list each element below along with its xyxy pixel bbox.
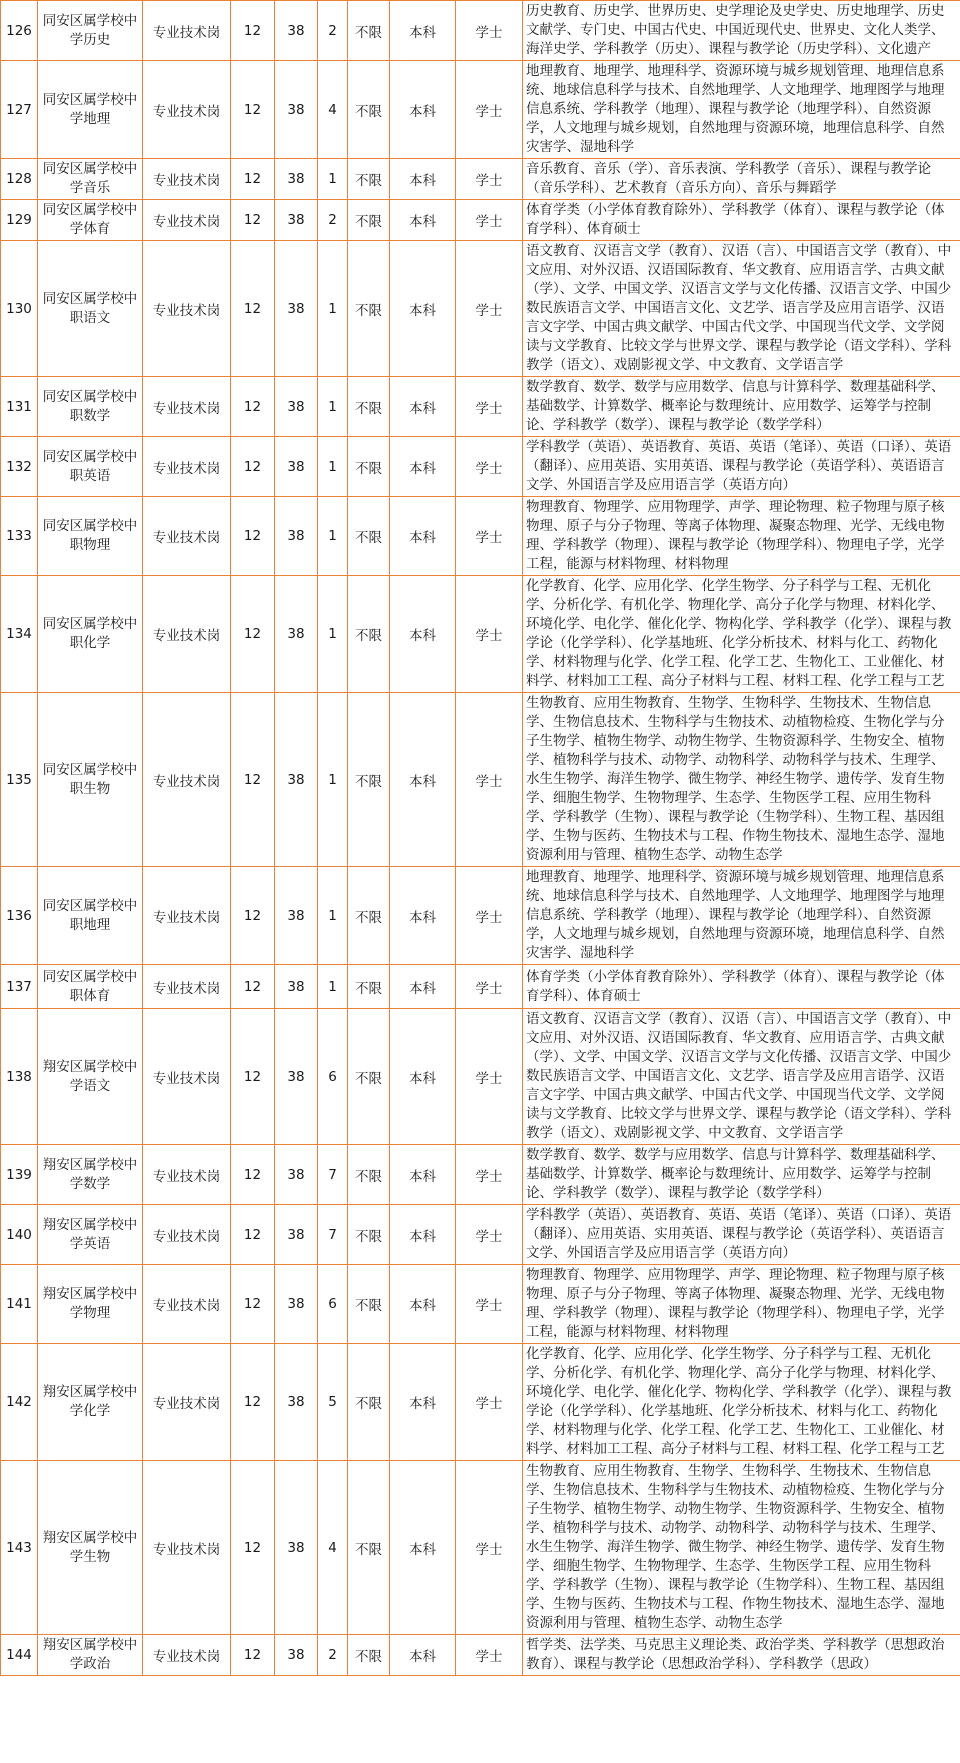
table-row	[1, 241, 960, 377]
category-code-cell: 38	[275, 1344, 318, 1461]
table-row	[1, 965, 960, 1009]
post-type-cell: 专业技术岗	[143, 437, 231, 497]
category-code-cell: 38	[275, 1, 318, 61]
education-cell: 本科	[390, 867, 456, 965]
category-code-cell: 38	[275, 693, 318, 867]
post-grade-cell: 12	[231, 1635, 275, 1676]
post-type-cell: 专业技术岗	[143, 200, 231, 241]
headcount-cell: 2	[318, 200, 348, 241]
row-number-cell: 142	[1, 1344, 38, 1461]
education-cell: 本科	[390, 1635, 456, 1676]
category-code-cell: 38	[275, 965, 318, 1009]
employer-unit-cell: 翔安区属学校中学化学	[38, 1344, 143, 1461]
table-row	[1, 1265, 960, 1344]
table-row	[1, 377, 960, 437]
category-code-cell: 38	[275, 576, 318, 693]
degree-cell: 学士	[456, 576, 523, 693]
headcount-cell: 7	[318, 1205, 348, 1265]
education-cell: 本科	[390, 1344, 456, 1461]
major-requirements-cell: 体育学类（小学体育教育除外）、学科教学（体育）、课程与教学论（体育学科）、体育硕士	[523, 200, 960, 241]
post-grade-cell: 12	[231, 1145, 275, 1205]
post-type-cell: 专业技术岗	[143, 61, 231, 159]
post-grade-cell: 12	[231, 241, 275, 377]
age-limit-cell: 不限	[348, 1, 390, 61]
education-cell: 本科	[390, 241, 456, 377]
post-type-cell: 专业技术岗	[143, 1344, 231, 1461]
category-code-cell: 38	[275, 1461, 318, 1635]
age-limit-cell: 不限	[348, 965, 390, 1009]
category-code-cell: 38	[275, 437, 318, 497]
post-type-cell: 专业技术岗	[143, 1205, 231, 1265]
employer-unit-cell: 同安区属学校中职体育	[38, 965, 143, 1009]
post-type-cell: 专业技术岗	[143, 867, 231, 965]
degree-cell: 学士	[456, 1635, 523, 1676]
post-grade-cell: 12	[231, 437, 275, 497]
post-type-cell: 专业技术岗	[143, 1265, 231, 1344]
post-grade-cell: 12	[231, 497, 275, 576]
row-number-cell: 144	[1, 1635, 38, 1676]
table-row	[1, 1461, 960, 1635]
row-number-cell: 130	[1, 241, 38, 377]
headcount-cell: 4	[318, 1461, 348, 1635]
employer-unit-cell: 翔安区属学校中学生物	[38, 1461, 143, 1635]
employer-unit-cell: 同安区属学校中职语文	[38, 241, 143, 377]
major-requirements-cell: 哲学类、法学类、马克思主义理论类、政治学类、学科教学（思想政治教育）、课程与教学论（思想政治学科）、学科教学（思政）	[523, 1635, 960, 1676]
major-requirements-cell: 学科教学（英语）、英语教育、英语、英语（笔译）、英语（口译）、英语（翻译）、应用英语、实用英语、课程与教学论（英语学科）、英语语言文学、外国语言学及应用语言学（英语方向）	[523, 437, 960, 497]
table-row	[1, 437, 960, 497]
education-cell: 本科	[390, 693, 456, 867]
post-type-cell: 专业技术岗	[143, 241, 231, 377]
age-limit-cell: 不限	[348, 241, 390, 377]
degree-cell: 学士	[456, 61, 523, 159]
category-code-cell: 38	[275, 241, 318, 377]
row-number-cell: 131	[1, 377, 38, 437]
age-limit-cell: 不限	[348, 1145, 390, 1205]
education-cell: 本科	[390, 377, 456, 437]
degree-cell: 学士	[456, 377, 523, 437]
table-row	[1, 693, 960, 867]
headcount-cell: 7	[318, 1145, 348, 1205]
table-row	[1, 61, 960, 159]
post-grade-cell: 12	[231, 1265, 275, 1344]
headcount-cell: 5	[318, 1344, 348, 1461]
major-requirements-cell: 学科教学（英语）、英语教育、英语、英语（笔译）、英语（口译）、英语（翻译）、应用英语、实用英语、课程与教学论（英语学科）、英语语言文学、外国语言学及应用语言学（英语方向）	[523, 1205, 960, 1265]
degree-cell: 学士	[456, 200, 523, 241]
post-type-cell: 专业技术岗	[143, 693, 231, 867]
degree-cell: 学士	[456, 965, 523, 1009]
headcount-cell: 6	[318, 1009, 348, 1145]
employer-unit-cell: 翔安区属学校中学数学	[38, 1145, 143, 1205]
employer-unit-cell: 同安区属学校中职英语	[38, 437, 143, 497]
degree-cell: 学士	[456, 1461, 523, 1635]
education-cell: 本科	[390, 965, 456, 1009]
education-cell: 本科	[390, 1205, 456, 1265]
employer-unit-cell: 同安区属学校中学历史	[38, 1, 143, 61]
degree-cell: 学士	[456, 1205, 523, 1265]
row-number-cell: 128	[1, 159, 38, 200]
age-limit-cell: 不限	[348, 1265, 390, 1344]
post-type-cell: 专业技术岗	[143, 1635, 231, 1676]
post-grade-cell: 12	[231, 576, 275, 693]
degree-cell: 学士	[456, 1009, 523, 1145]
post-grade-cell: 12	[231, 693, 275, 867]
headcount-cell: 1	[318, 437, 348, 497]
age-limit-cell: 不限	[348, 1205, 390, 1265]
age-limit-cell: 不限	[348, 200, 390, 241]
row-number-cell: 143	[1, 1461, 38, 1635]
row-number-cell: 141	[1, 1265, 38, 1344]
employer-unit-cell: 翔安区属学校中学语文	[38, 1009, 143, 1145]
education-cell: 本科	[390, 61, 456, 159]
post-grade-cell: 12	[231, 1, 275, 61]
education-cell: 本科	[390, 1461, 456, 1635]
major-requirements-cell: 数学教育、数学、数学与应用数学、信息与计算科学、数理基础科学、基础数学、计算数学、概率论与数理统计、应用数学、运筹学与控制论、学科教学（数学）、课程与教学论（数学学科）	[523, 1145, 960, 1205]
education-cell: 本科	[390, 159, 456, 200]
table-row	[1, 867, 960, 965]
degree-cell: 学士	[456, 867, 523, 965]
row-number-cell: 134	[1, 576, 38, 693]
employer-unit-cell: 翔安区属学校中学英语	[38, 1205, 143, 1265]
major-requirements-cell: 语文教育、汉语言文学（教育）、汉语（言）、中国语言文学（教育）、中文应用、对外汉语、汉语国际教育、华文教育、应用语言学、古典文献（学）、文学、中国文学、汉语言文学与文化传播、汉语言文学、中国少数民族语言文学、中国语言文化、文艺学、语言学及应用言语学、汉语言文字学、中国古典文献学、中国古代文学、中国现当代文学、文学阅读与文学教育、比较文学与世界文学、课程与教学论（语文学科）、学科教学（语文）、戏剧影视文学、中文教育、文学语言学	[523, 1009, 960, 1145]
headcount-cell: 1	[318, 867, 348, 965]
post-type-cell: 专业技术岗	[143, 377, 231, 437]
headcount-cell: 1	[318, 965, 348, 1009]
category-code-cell: 38	[275, 1009, 318, 1145]
post-grade-cell: 12	[231, 377, 275, 437]
post-grade-cell: 12	[231, 965, 275, 1009]
major-requirements-cell: 生物教育、应用生物教育、生物学、生物科学、生物技术、生物信息学、生物信息技术、生物科学与生物技术、动植物检疫、生物化学与分子生物学、植物生物学、动物生物学、生物资源科学、生物安全、植物学、植物科学与技术、动物学、动物科学、动物科学与技术、生理学、水生生物学、海洋生物学、微生物学、神经生物学、遗传学、发育生物学、细胞生物学、生物物理学、生态学、生物医学工程、应用生物科学、学科教学（生物）、课程与教学论（生物学科）、生物工程、基因组学、生物与医药、生物技术与工程、作物生物技术、湿地生态学、湿地资源利用与管理、植物生态学、动物生态学	[523, 1461, 960, 1635]
major-requirements-cell: 体育学类（小学体育教育除外）、学科教学（体育）、课程与教学论（体育学科）、体育硕士	[523, 965, 960, 1009]
category-code-cell: 38	[275, 377, 318, 437]
row-number-cell: 137	[1, 965, 38, 1009]
post-type-cell: 专业技术岗	[143, 965, 231, 1009]
headcount-cell: 1	[318, 241, 348, 377]
age-limit-cell: 不限	[348, 377, 390, 437]
category-code-cell: 38	[275, 1205, 318, 1265]
post-grade-cell: 12	[231, 1344, 275, 1461]
employer-unit-cell: 同安区属学校中学音乐	[38, 159, 143, 200]
age-limit-cell: 不限	[348, 1009, 390, 1145]
category-code-cell: 38	[275, 1145, 318, 1205]
age-limit-cell: 不限	[348, 867, 390, 965]
headcount-cell: 1	[318, 576, 348, 693]
table-row	[1, 200, 960, 241]
major-requirements-cell: 化学教育、化学、应用化学、化学生物学、分子科学与工程、无机化学、分析化学、有机化学、物理化学、高分子化学与物理、材料化学、环境化学、电化学、催化化学、物构化学、学科教学（化学）、课程与教学论（化学学科）、化学基地班、化学分析技术、材料与化工、药物化学、材料物理与化学、化学工程、化学工艺、生物化工、工业催化、材料学、材料加工工程、高分子材料与工程、材料工程、化学工程与工艺	[523, 1344, 960, 1461]
major-requirements-cell: 化学教育、化学、应用化学、化学生物学、分子科学与工程、无机化学、分析化学、有机化学、物理化学、高分子化学与物理、材料化学、环境化学、电化学、催化化学、物构化学、学科教学（化学）、课程与教学论（化学学科）、化学基地班、化学分析技术、材料与化工、药物化学、材料物理与化学、化学工程、化学工艺、生物化工、工业催化、材料学、材料加工工程、高分子材料与工程、材料工程、化学工程与工艺	[523, 576, 960, 693]
degree-cell: 学士	[456, 1, 523, 61]
education-cell: 本科	[390, 497, 456, 576]
table-row	[1, 1344, 960, 1461]
headcount-cell: 6	[318, 1265, 348, 1344]
post-type-cell: 专业技术岗	[143, 576, 231, 693]
category-code-cell: 38	[275, 200, 318, 241]
age-limit-cell: 不限	[348, 437, 390, 497]
degree-cell: 学士	[456, 693, 523, 867]
age-limit-cell: 不限	[348, 159, 390, 200]
education-cell: 本科	[390, 1145, 456, 1205]
table-row	[1, 497, 960, 576]
category-code-cell: 38	[275, 497, 318, 576]
row-number-cell: 140	[1, 1205, 38, 1265]
row-number-cell: 139	[1, 1145, 38, 1205]
headcount-cell: 1	[318, 159, 348, 200]
post-grade-cell: 12	[231, 867, 275, 965]
employer-unit-cell: 同安区属学校中职数学	[38, 377, 143, 437]
post-type-cell: 专业技术岗	[143, 497, 231, 576]
age-limit-cell: 不限	[348, 693, 390, 867]
employer-unit-cell: 同安区属学校中职物理	[38, 497, 143, 576]
table-row	[1, 1205, 960, 1265]
row-number-cell: 138	[1, 1009, 38, 1145]
category-code-cell: 38	[275, 1635, 318, 1676]
category-code-cell: 38	[275, 867, 318, 965]
post-type-cell: 专业技术岗	[143, 1, 231, 61]
category-code-cell: 38	[275, 61, 318, 159]
education-cell: 本科	[390, 576, 456, 693]
table-row	[1, 1, 960, 61]
post-grade-cell: 12	[231, 200, 275, 241]
major-requirements-cell: 物理教育、物理学、应用物理学、声学、理论物理、粒子物理与原子核物理、原子与分子物理、等离子体物理、凝聚态物理、光学、无线电物理、学科教学（物理）、课程与教学论（物理学科）、物理电子学，光学工程，能源与材料物理、材料物理	[523, 1265, 960, 1344]
row-number-cell: 136	[1, 867, 38, 965]
employer-unit-cell: 翔安区属学校中学物理	[38, 1265, 143, 1344]
headcount-cell: 1	[318, 377, 348, 437]
education-cell: 本科	[390, 1009, 456, 1145]
degree-cell: 学士	[456, 241, 523, 377]
post-grade-cell: 12	[231, 1009, 275, 1145]
degree-cell: 学士	[456, 1344, 523, 1461]
post-type-cell: 专业技术岗	[143, 1009, 231, 1145]
degree-cell: 学士	[456, 437, 523, 497]
degree-cell: 学士	[456, 1265, 523, 1344]
education-cell: 本科	[390, 1, 456, 61]
employer-unit-cell: 同安区属学校中职地理	[38, 867, 143, 965]
major-requirements-cell: 生物教育、应用生物教育、生物学、生物科学、生物技术、生物信息学、生物信息技术、生物科学与生物技术、动植物检疫、生物化学与分子生物学、植物生物学、动物生物学、生物资源科学、生物安全、植物学、植物科学与技术、动物学、动物科学、动物科学与技术、生理学、水生生物学、海洋生物学、微生物学、神经生物学、遗传学、发育生物学、细胞生物学、生物物理学、生态学、生物医学工程、应用生物科学、学科教学（生物）、课程与教学论（生物学科）、生物工程、基因组学、生物与医药、生物技术与工程、作物生物技术、湿地生态学、湿地资源利用与管理、植物生态学、动物生态学	[523, 693, 960, 867]
row-number-cell: 129	[1, 200, 38, 241]
table-row	[1, 1635, 960, 1676]
employer-unit-cell: 同安区属学校中学地理	[38, 61, 143, 159]
row-number-cell: 132	[1, 437, 38, 497]
table-body	[1, 1, 960, 1676]
education-cell: 本科	[390, 437, 456, 497]
degree-cell: 学士	[456, 1145, 523, 1205]
age-limit-cell: 不限	[348, 1635, 390, 1676]
employer-unit-cell: 同安区属学校中学体育	[38, 200, 143, 241]
headcount-cell: 2	[318, 1, 348, 61]
employer-unit-cell: 同安区属学校中职化学	[38, 576, 143, 693]
major-requirements-cell: 地理教育、地理学、地理科学、资源环境与城乡规划管理、地理信息系统、地球信息科学与技术、自然地理学、人文地理学、地理图学与地理信息系统、学科教学（地理）、课程与教学论（地理学科）、自然资源学，人文地理与城乡规划，自然地理与资源环境，地理信息科学、自然灾害学、湿地科学	[523, 867, 960, 965]
age-limit-cell: 不限	[348, 1461, 390, 1635]
major-requirements-cell: 历史教育、历史学、世界历史、史学理论及史学史、历史地理学、历史文献学、专门史、中国古代史、中国近现代史、世界史、文化人类学、海洋史学、学科教学（历史）、课程与教学论（历史学科）、文化遗产	[523, 1, 960, 61]
category-code-cell: 38	[275, 1265, 318, 1344]
education-cell: 本科	[390, 1265, 456, 1344]
major-requirements-cell: 数学教育、数学、数学与应用数学、信息与计算科学、数理基础科学、基础数学、计算数学、概率论与数理统计、应用数学、运筹学与控制论、学科教学（数学）、课程与教学论（数学学科）	[523, 377, 960, 437]
education-cell: 本科	[390, 200, 456, 241]
post-grade-cell: 12	[231, 1205, 275, 1265]
major-requirements-cell: 音乐教育、音乐（学）、音乐表演、学科教学（音乐）、课程与教学论（音乐学科）、艺术教育（音乐方向）、音乐与舞蹈学	[523, 159, 960, 200]
headcount-cell: 2	[318, 1635, 348, 1676]
post-grade-cell: 12	[231, 61, 275, 159]
category-code-cell: 38	[275, 159, 318, 200]
employer-unit-cell: 翔安区属学校中学政治	[38, 1635, 143, 1676]
major-requirements-cell: 物理教育、物理学、应用物理学、声学、理论物理、粒子物理与原子核物理、原子与分子物理、等离子体物理、凝聚态物理、光学、无线电物理、学科教学（物理）、课程与教学论（物理学科）、物理电子学，光学工程，能源与材料物理、材料物理	[523, 497, 960, 576]
post-type-cell: 专业技术岗	[143, 1145, 231, 1205]
post-type-cell: 专业技术岗	[143, 159, 231, 200]
degree-cell: 学士	[456, 497, 523, 576]
major-requirements-cell: 语文教育、汉语言文学（教育）、汉语（言）、中国语言文学（教育）、中文应用、对外汉语、汉语国际教育、华文教育、应用语言学、古典文献（学）、文学、中国文学、汉语言文学与文化传播、汉语言文学、中国少数民族语言文学、中国语言文化、文艺学、语言学及应用言语学、汉语言文字学、中国古典文献学、中国古代文学、中国现当代文学、文学阅读与文学教育、比较文学与世界文学、课程与教学论（语文学科）、学科教学（语文）、戏剧影视文学、中文教育、文学语言学	[523, 241, 960, 377]
degree-cell: 学士	[456, 159, 523, 200]
age-limit-cell: 不限	[348, 61, 390, 159]
post-grade-cell: 12	[231, 1461, 275, 1635]
table-row	[1, 1145, 960, 1205]
major-requirements-cell: 地理教育、地理学、地理科学、资源环境与城乡规划管理、地理信息系统、地球信息科学与技术、自然地理学、人文地理学、地理图学与地理信息系统、学科教学（地理）、课程与教学论（地理学科）、自然资源学，人文地理与城乡规划，自然地理与资源环境，地理信息科学、自然灾害学、湿地科学	[523, 61, 960, 159]
age-limit-cell: 不限	[348, 497, 390, 576]
headcount-cell: 4	[318, 61, 348, 159]
headcount-cell: 1	[318, 693, 348, 867]
post-grade-cell: 12	[231, 159, 275, 200]
age-limit-cell: 不限	[348, 576, 390, 693]
employer-unit-cell: 同安区属学校中职生物	[38, 693, 143, 867]
row-number-cell: 135	[1, 693, 38, 867]
table-row	[1, 1009, 960, 1145]
age-limit-cell: 不限	[348, 1344, 390, 1461]
table-row	[1, 576, 960, 693]
row-number-cell: 126	[1, 1, 38, 61]
headcount-cell: 1	[318, 497, 348, 576]
post-type-cell: 专业技术岗	[143, 1461, 231, 1635]
row-number-cell: 133	[1, 497, 38, 576]
row-number-cell: 127	[1, 61, 38, 159]
table-row	[1, 159, 960, 200]
